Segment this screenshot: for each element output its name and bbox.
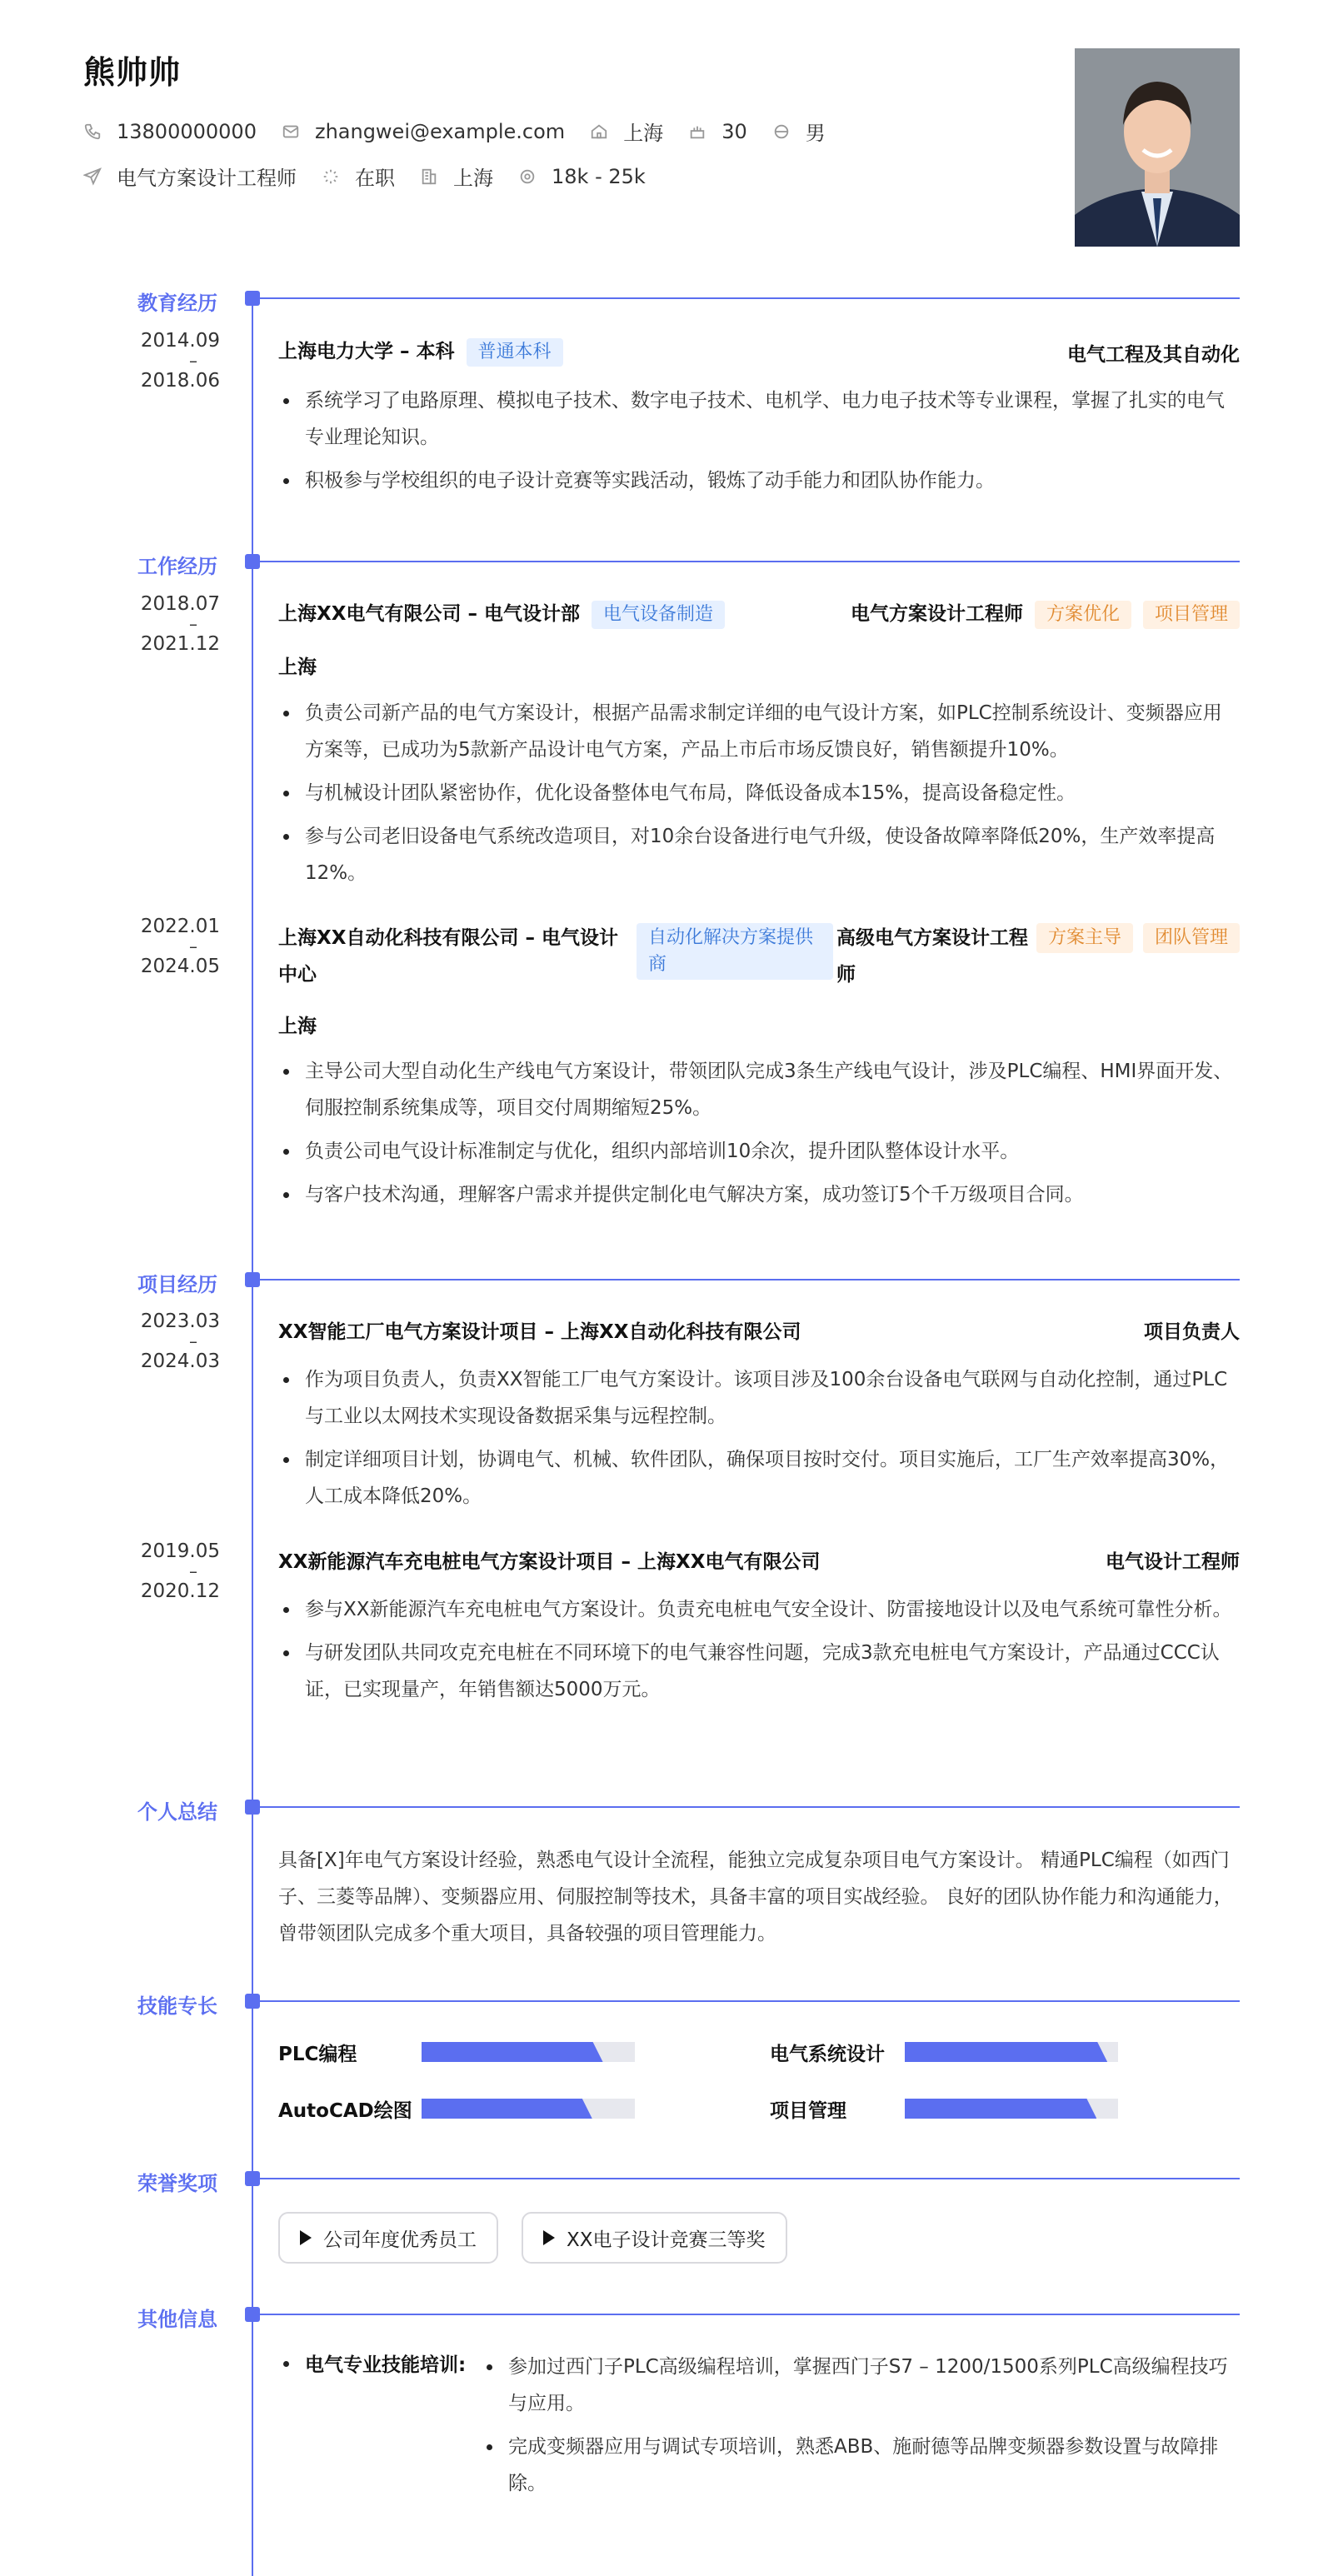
project-header <box>278 1316 1240 1344</box>
work-location: 上海 <box>278 656 317 678</box>
skill-tag: 方案主导 <box>1036 923 1133 953</box>
section-divider <box>252 2178 1240 2179</box>
cake-icon <box>688 122 706 141</box>
section-title: 教育经历 <box>137 292 217 315</box>
section-title: 其他信息 <box>137 2308 217 2331</box>
date-end: 2020.12 <box>140 1580 220 1602</box>
skill-label: 项目管理 <box>770 2100 846 2122</box>
section-title: 项目经历 <box>137 1273 217 1296</box>
phone-icon <box>83 122 102 141</box>
position-text: 电气方案设计工程师 <box>117 167 297 190</box>
play-icon <box>300 2230 312 2245</box>
skill-tag: 团队管理 <box>1143 923 1240 953</box>
job-title: 高级电气方案设计工程师 <box>836 927 1028 986</box>
skill-label: 电气系统设计 <box>770 2044 885 2065</box>
target-city-text: 上海 <box>453 167 493 190</box>
date-dash: – <box>189 1331 197 1351</box>
skill-bar-fill <box>905 2099 1096 2119</box>
timeline-line <box>252 297 253 2576</box>
award-chip <box>278 2212 498 2264</box>
mail-icon <box>282 122 300 141</box>
coin-icon <box>518 167 537 186</box>
education-bullets <box>278 382 1240 506</box>
date-range <box>133 1541 220 1601</box>
status-item <box>322 162 395 191</box>
education-header <box>278 336 1240 367</box>
award-label: XX电子设计竞赛三等奖 <box>567 2229 766 2251</box>
list-item: 参加过西门子PLC高级编程培训，掌握西门子S7 – 1200/1500系列PLC高级编程技巧与应用。 <box>482 2349 1240 2422</box>
company-name: 上海XX电气有限公司 – 电气设计部 <box>278 603 580 625</box>
city-text: 上海 <box>623 122 664 145</box>
date-dash: – <box>189 614 197 634</box>
gender-item <box>772 117 826 146</box>
position-item <box>83 162 297 191</box>
salary-item <box>518 165 646 188</box>
contact-row <box>83 117 851 146</box>
date-start: 2018.07 <box>140 593 220 615</box>
award-chip <box>522 2212 787 2264</box>
section-divider <box>252 297 1240 299</box>
list-item: 参与公司老旧设备电气系统改造项目，对10余台设备进行电气升级，使设备故障率降低20%，生产效率提高12%。 <box>278 818 1240 891</box>
job-title: 电气方案设计工程师 <box>850 603 1023 625</box>
status-text: 在职 <box>355 167 395 190</box>
project-name: XX智能工厂电气方案设计项目 – 上海XX自动化科技有限公司 <box>278 1321 801 1343</box>
section-divider <box>252 561 1240 562</box>
skill-bar <box>422 2042 635 2062</box>
candidate-name: 熊帅帅 <box>83 54 182 91</box>
skill-bar-fill <box>422 2099 592 2119</box>
section-divider <box>252 1806 1240 1808</box>
date-start: 2023.03 <box>140 1310 220 1332</box>
list-item: 制定详细项目计划，协调电气、机械、软件团队，确保项目按时交付。项目实施后，工厂生产效率提高30%，人工成本降低20%。 <box>278 1441 1240 1515</box>
age-text: 30 <box>721 119 747 143</box>
target-city-item <box>420 162 493 191</box>
section-title: 个人总结 <box>137 1800 217 1824</box>
play-icon <box>543 2230 555 2245</box>
list-item: 积极参与学校组织的电子设计竞赛等实践活动，锻炼了动手能力和团队协作能力。 <box>278 462 1240 499</box>
work-location: 上海 <box>278 1016 317 1037</box>
work-header <box>278 598 1240 629</box>
list-item: 与研发团队共同攻克充电桩在不同环境下的电气兼容性问题，完成3款充电桩电气方案设计，产品通过CCC认证，已实现量产，年销售额达5000万元。 <box>278 1635 1240 1708</box>
date-start: 2022.01 <box>140 916 220 937</box>
list-item: 完成变频器应用与调试专项培训，熟悉ABB、施耐德等品牌变频器参数设置与故障排除。 <box>482 2429 1240 2502</box>
list-item: 与机械设计团队紧密协作，优化设备整体电气布局，降低设备成本15%，提高设备稳定性。 <box>278 775 1240 811</box>
job-title-group <box>851 598 1240 629</box>
awards-list <box>278 2212 1240 2267</box>
date-dash: – <box>189 351 197 371</box>
project-bullets <box>278 1361 1240 1521</box>
gender-text: 男 <box>805 122 826 145</box>
intent-row <box>83 162 671 191</box>
skill-bar-fill <box>422 2042 603 2062</box>
skill-tag: 方案优化 <box>1035 601 1131 629</box>
industry-tag: 电气设备制造 <box>592 601 725 629</box>
major: 电气工程及其自动化 <box>1067 344 1240 366</box>
date-end: 2024.03 <box>140 1350 220 1372</box>
work-header <box>278 920 1240 995</box>
list-item: 负责公司新产品的电气方案设计，根据产品需求制定详细的电气设计方案，如PLC控制系统设计、变频器应用方案等，已成功为5款新产品设计电气方案，产品上市后市场反馈良好，销售额提升10%。 <box>278 695 1240 768</box>
date-end: 2024.05 <box>140 956 220 977</box>
date-dash: – <box>189 936 197 956</box>
building-icon <box>420 167 438 186</box>
salary-text: 18k - 25k <box>552 164 646 188</box>
work-bullets <box>278 695 1240 898</box>
project-role: 电气设计工程师 <box>1106 1551 1240 1573</box>
list-item: 系统学习了电路原理、模拟电子技术、数字电子技术、电机学、电力电子技术等专业课程，掌握了扎实的电气专业理论知识。 <box>278 382 1240 456</box>
other-bullets <box>482 2349 1240 2509</box>
degree-tag: 普通本科 <box>467 338 563 367</box>
email-text: zhangwei@example.com <box>314 119 566 143</box>
date-range <box>133 594 220 654</box>
summary-text: 具备[X]年电气方案设计经验，熟悉电气设计全流程，能独立完成复杂项目电气方案设计。 精通PLC编程（如西门子、三菱等品牌）、变频器应用、伺服控制等技术，具备丰富的项目实战经验。 良好的团队协作能力和沟通能力，曾带领团队完成多个重大项目，具备较强的项目管理能力。 <box>278 1850 1233 1944</box>
section-divider <box>252 2000 1240 2002</box>
list-item: 作为项目负责人，负责XX智能工厂电气方案设计。该项目涉及100余台设备电气联网与自动化控制，通过PLC与工业以太网技术实现设备数据采集与远程控制。 <box>278 1361 1240 1435</box>
project-bullets <box>278 1591 1240 1715</box>
skill-bar-fill <box>905 2042 1107 2062</box>
date-start: 2019.05 <box>140 1540 220 1562</box>
project-name: XX新能源汽车充电桩电气方案设计项目 – 上海XX电气有限公司 <box>278 1551 821 1573</box>
project-header <box>278 1546 1240 1574</box>
list-item: 参与XX新能源汽车充电桩电气方案设计。负责充电桩电气安全设计、防雷接地设计以及电气系统可靠性分析。 <box>278 1591 1240 1628</box>
send-icon <box>83 167 102 186</box>
skill-label: AutoCAD绘图 <box>278 2100 412 2122</box>
section-title: 技能专长 <box>137 1994 217 2018</box>
home-icon <box>590 122 608 141</box>
project-role: 项目负责人 <box>1144 1321 1240 1343</box>
date-dash: – <box>189 1561 197 1581</box>
skill-bar <box>905 2042 1118 2062</box>
company-name: 上海XX自动化科技有限公司 – 电气设计中心 <box>278 927 618 986</box>
skill-label: PLC编程 <box>278 2044 357 2065</box>
section-title: 工作经历 <box>137 555 217 578</box>
list-item: 负责公司电气设计标准制定与优化，组织内部培训10余次，提升团队整体设计水平。 <box>278 1133 1240 1170</box>
date-range <box>133 331 220 391</box>
industry-tag: 自动化解决方案提供商 <box>637 923 833 980</box>
date-end: 2021.12 <box>140 633 220 655</box>
age-item <box>688 120 747 143</box>
phone-item <box>83 120 257 143</box>
section-title: 荣誉奖项 <box>137 2172 217 2195</box>
other-label: 电气专业技能培训: <box>278 2349 466 2377</box>
date-range <box>133 916 220 976</box>
award-label: 公司年度优秀员工 <box>323 2229 477 2251</box>
city-item <box>590 117 663 146</box>
list-item: 主导公司大型自动化生产线电气方案设计，带领团队完成3条生产线电气设计，涉及PLC编程、HMI界面开发、伺服控制系统集成等，项目交付周期缩短25%。 <box>278 1053 1240 1126</box>
skill-bar <box>905 2099 1118 2119</box>
section-divider <box>252 2314 1240 2315</box>
school-name: 上海电力大学 – 本科 <box>278 341 455 362</box>
email-item <box>282 120 565 143</box>
list-item: 与客户技术沟通，理解客户需求并提供定制化电气解决方案，成功签订5个千万级项目合同。 <box>278 1176 1240 1213</box>
date-end: 2018.06 <box>140 370 220 392</box>
date-range <box>133 1311 220 1371</box>
loading-icon <box>322 167 340 186</box>
gender-icon <box>772 122 791 141</box>
skill-tag: 项目管理 <box>1143 601 1240 629</box>
phone-text: 13800000000 <box>117 119 257 143</box>
portrait-image <box>1075 48 1240 247</box>
profile-photo <box>1075 48 1240 247</box>
date-start: 2014.09 <box>140 330 220 352</box>
skill-bar <box>422 2099 635 2119</box>
section-divider <box>252 1279 1240 1281</box>
work-bullets <box>278 1053 1240 1220</box>
